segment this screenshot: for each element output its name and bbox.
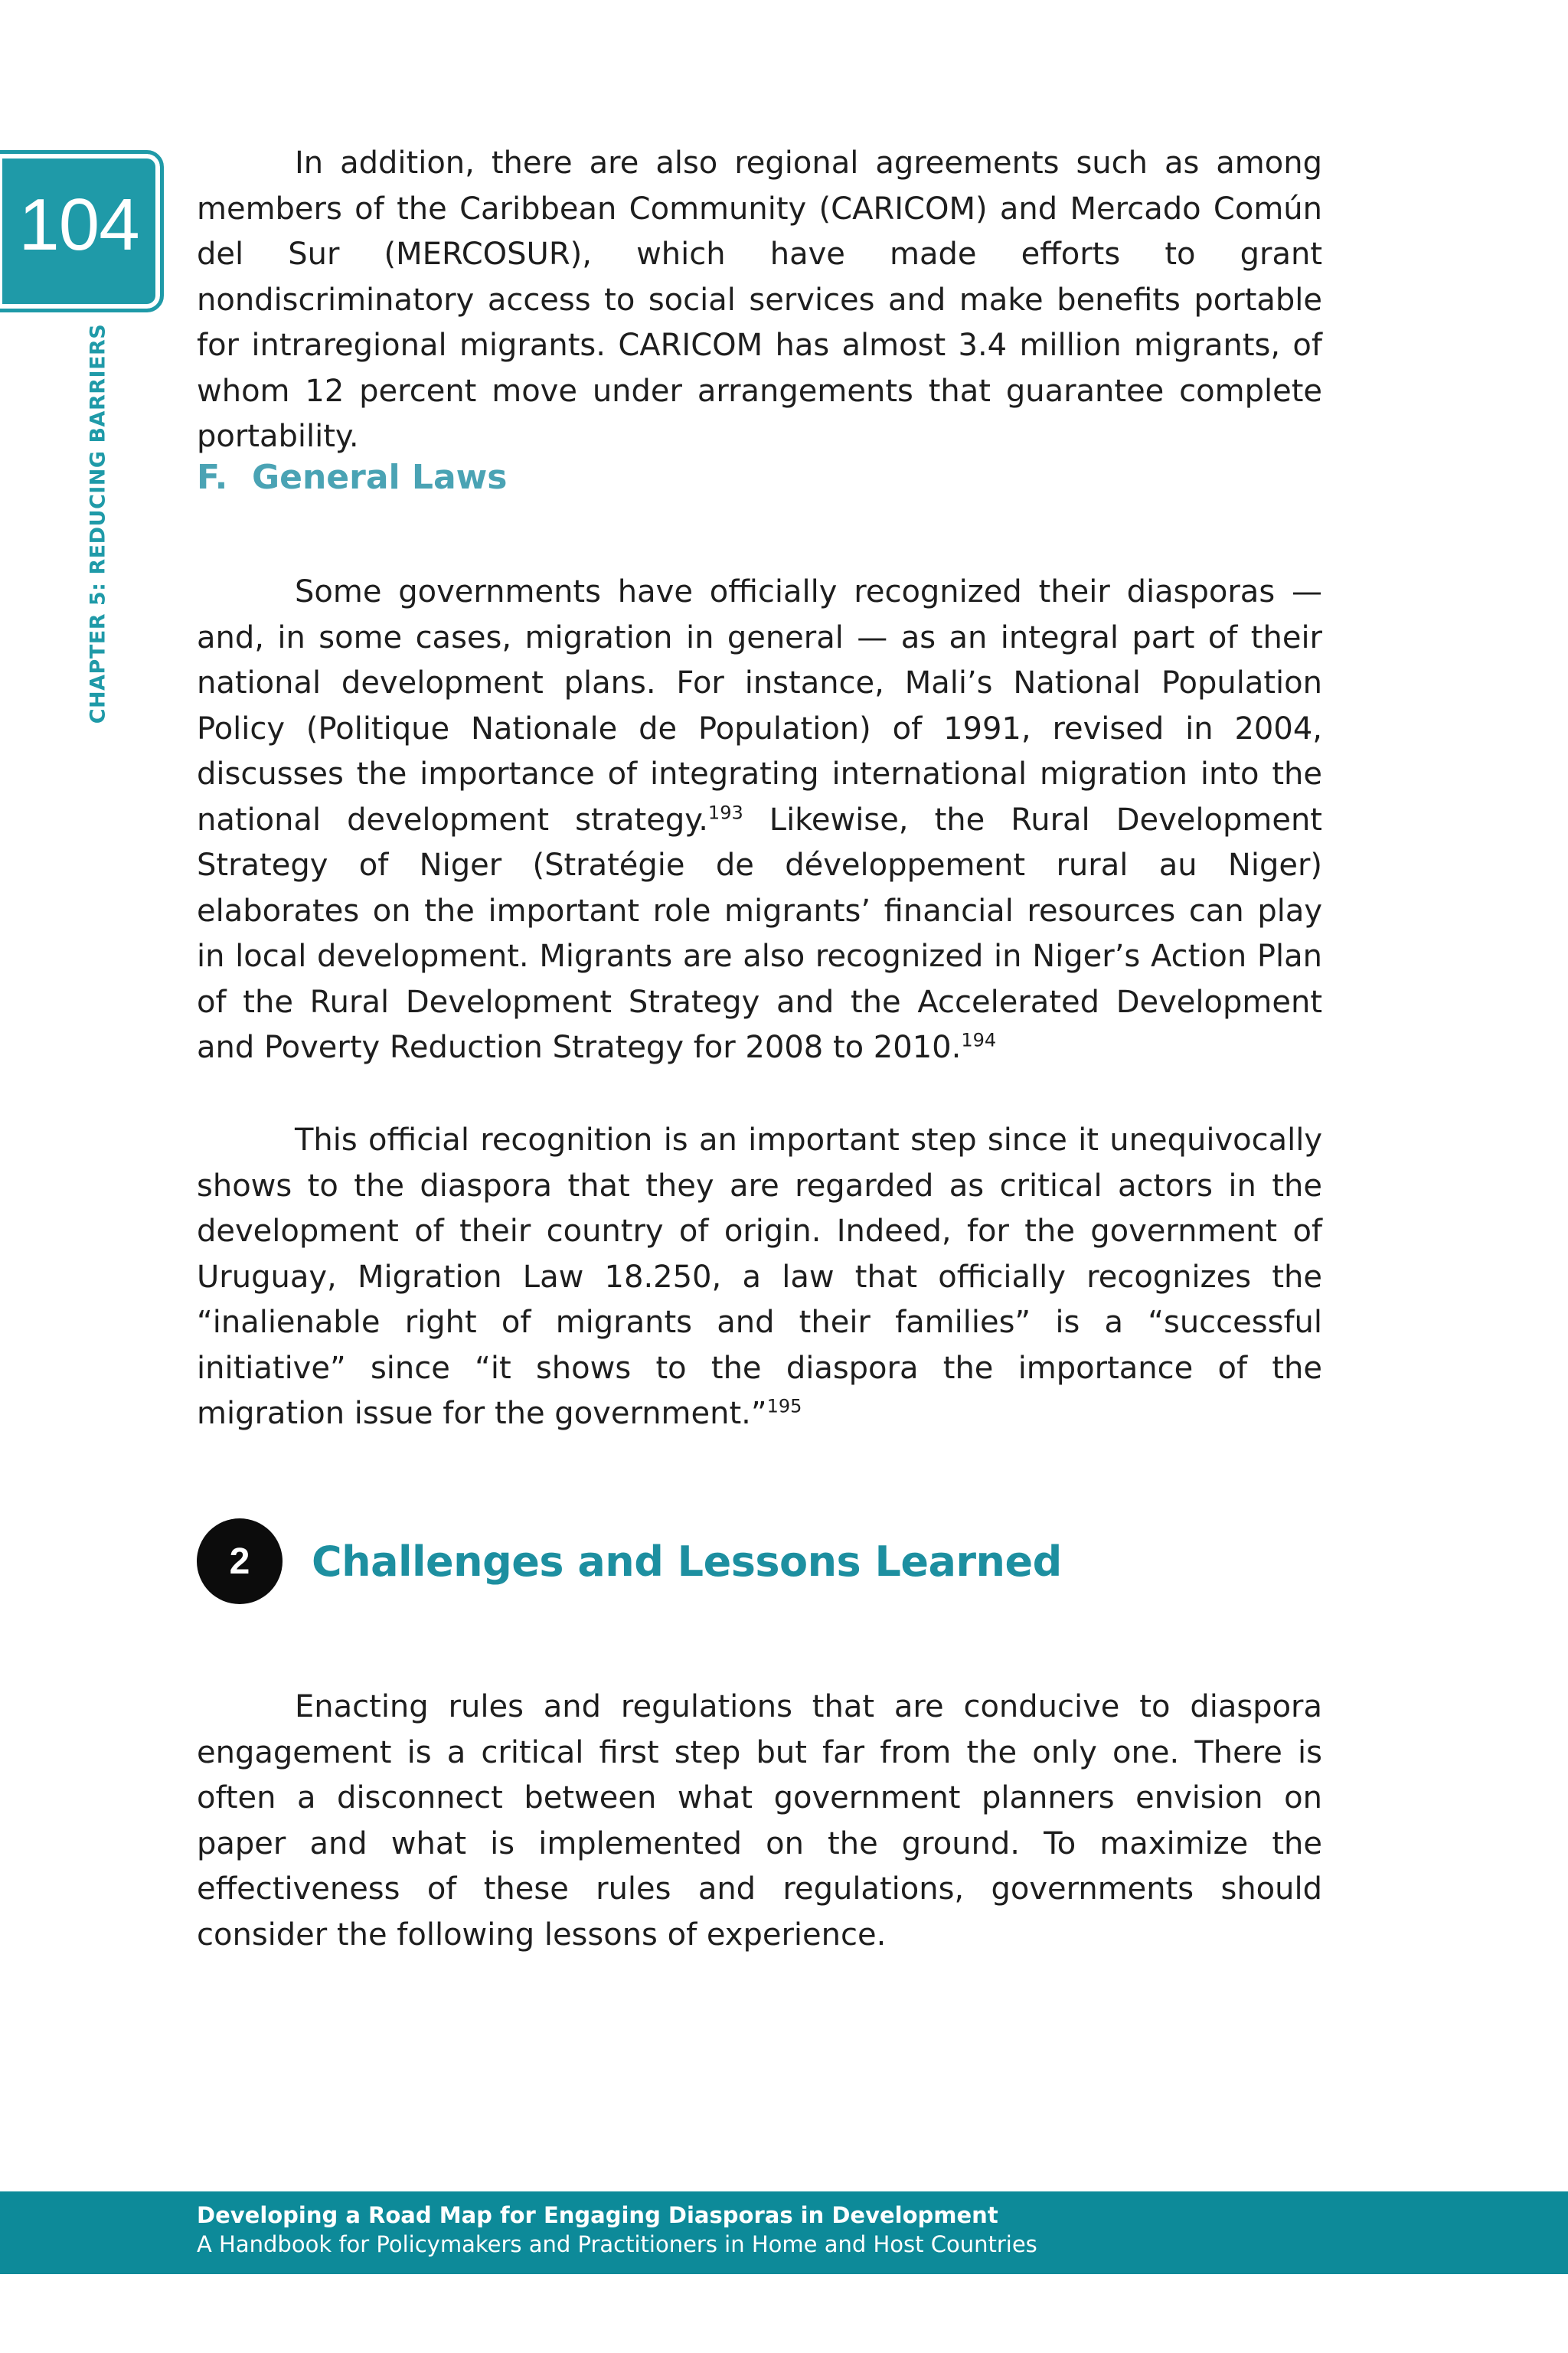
paragraph-text-part: Some governments have officially recognized their diasporas — and, in some cases, migration in general — as an integral part of their national development plans. For instance, Mali’s National Population Policy (Politique Nationale de Population) of 1991, revised in 2004, discusses the importance of integrating international migration into the national development strategy. — [197, 574, 1322, 838]
paragraph-official-recognition — [197, 570, 1322, 1071]
section-number-badge: 2 — [197, 1518, 283, 1604]
paragraph-uruguay — [197, 1118, 1322, 1437]
section-title: Challenges and Lessons Learned — [312, 1537, 1062, 1586]
paragraph-text — [197, 1118, 1322, 1437]
footer-title: Developing a Road Map for Engaging Diasporas in Development — [197, 2202, 998, 2228]
paragraph-text-part: This official recognition is an important step since it unequivocally shows to the diaspora that they are regarded as critical actors in the development of their country of origin. Indeed, for the government of Uruguay, Migration Law 18.250, a law that officially recognizes the “inalienable right of migrants and their families” is a “successful initiative” since “it shows to the diaspora the importance of the migration issue for the government.” — [197, 1123, 1322, 1431]
page-number: 104 — [18, 184, 139, 266]
chapter-label — [83, 323, 113, 724]
footer-band — [0, 2191, 1568, 2274]
footnote-ref: 194 — [961, 1029, 997, 1051]
paragraph-text-part: Likewise, the Rural Development Strategy of Niger (Stratégie de développement rural au Niger) elaborates on the important role migrants’ financial resources can play in local development. Migrants are also recognized in Niger’s Action Plan of the Rural Development Strategy and the Accelerated Development and Poverty Reduction Strategy for 2008 to 2010. — [197, 802, 1322, 1065]
footnote-ref: 193 — [707, 802, 743, 824]
page-number-tab — [0, 150, 164, 312]
chapter-label-text: CHAPTER 5: REDUCING BARRIERS — [86, 323, 110, 724]
section-title: General Laws — [252, 458, 508, 497]
paragraph-text: Enacting rules and regulations that are conducive to diaspora engagement is a critical first step but far from the only one. There is often a disconnect between what government planners envision on paper and what is implemented on the ground. To maximize the effectiveness of these rules and regulations, governments should consider the following lessons of experience. — [197, 1689, 1322, 1953]
section-heading-challenges — [197, 1518, 1062, 1604]
paragraph-text: In addition, there are also regional agreements such as among members of the Caribbean Community (CARICOM) and Mercado Común del Sur (MERCOSUR), which have made efforts to grant nondiscriminatory access to social services and make benefits portable for intraregional migrants. CARICOM has almost 3.4 million migrants, of whom 12 percent move under arrangements that guarantee complete portability. — [197, 145, 1322, 454]
footnote-ref: 195 — [766, 1395, 802, 1417]
paragraph-regional-agreements — [197, 141, 1322, 460]
paragraph-text — [197, 570, 1322, 1071]
section-heading-general-laws — [197, 458, 507, 497]
footer-subtitle: A Handbook for Policymakers and Practitioners in Home and Host Countries — [197, 2231, 1037, 2257]
section-letter: F. — [197, 458, 228, 497]
paragraph-enacting-rules — [197, 1685, 1322, 1958]
